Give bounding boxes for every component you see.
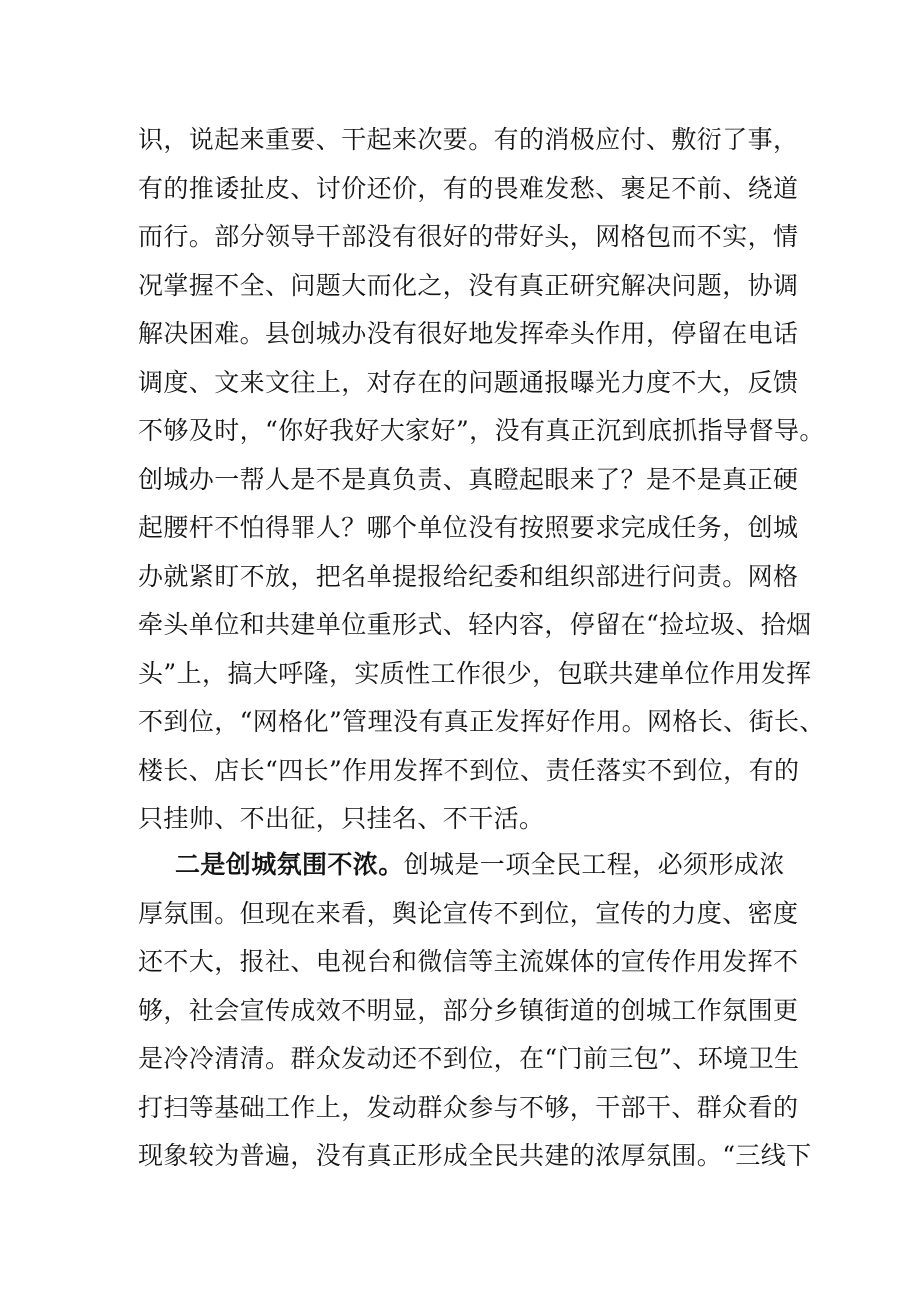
- text-line: 创城办一帮人是不是真负责、真瞪起眼来了？是不是真正硬: [138, 464, 799, 494]
- text-line: 打扫等基础工作上，发动群众参与不够，干部干、群众看的: [138, 1092, 799, 1122]
- text-line: 不够及时，“你好我好大家好”，没有真正沉到底抓指导督导。: [138, 416, 825, 445]
- text-line: 不到位，“网格化”管理没有真正发挥好作用。网格长、街长、: [138, 707, 825, 736]
- paragraph-lead-heading: 二是创城氛围不浓。: [175, 850, 404, 879]
- paragraph-1: [138, 116, 825, 844]
- paragraph-2: [138, 841, 812, 1181]
- text-line: 是冷冷清清。群众发动还不到位，在“门前三包”、环境卫生: [138, 1044, 800, 1073]
- text-line: 调度、文来文往上，对存在的问题通报曝光力度不大，反馈: [138, 367, 799, 397]
- text-line: 起腰杆不怕得罪人？哪个单位没有按照要求完成任务，创城: [138, 513, 799, 542]
- text-line: 够，社会宣传成效不明显，部分乡镇街道的创城工作氛围更: [138, 995, 799, 1025]
- text-line: 牵头单位和共建单位重形式、轻内容，停留在“捡垃圾、拾烟: [138, 610, 812, 639]
- text-line: 还不大，报社、电视台和微信等主流媒体的宣传作用发挥不: [138, 947, 799, 976]
- text-line-rest: 创城是一项全民工程，必须形成浓: [403, 850, 785, 879]
- text-line: 办就紧盯不放，把名单提报给纪委和组织部进行问责。网格: [138, 561, 799, 591]
- text-line: 有的推诿扯皮、讨价还价，有的畏难发愁、裹足不前、绕道: [138, 173, 799, 203]
- paragraph-first-line: [138, 841, 788, 890]
- text-line: 识，说起来重要、干起来次要。有的消极应付、敷衍了事，: [138, 125, 799, 154]
- text-line: 只挂帅、不出征，只挂名、不干活。: [138, 804, 545, 833]
- text-line: 头”上，搞大呼隆，实质性工作很少，包联共建单位作用发挥: [138, 658, 812, 688]
- text-line: 况掌握不全、问题大而化之，没有真正研究解决问题，协调: [138, 270, 799, 300]
- text-line: 厚氛围。但现在来看，舆论宣传不到位，宣传的力度、密度: [138, 898, 799, 928]
- text-line: 楼长、店长“四长”作用发挥不到位、责任落实不到位，有的: [138, 755, 800, 785]
- text-line: 解决困难。县创城办没有很好地发挥牵头作用，停留在电话: [138, 319, 799, 348]
- text-line: 而行。部分领导干部没有很好的带好头，网格包而不实，情: [138, 222, 799, 251]
- text-line: 现象较为普遍，没有真正形成全民共建的浓厚氛围。“三线下: [138, 1141, 812, 1170]
